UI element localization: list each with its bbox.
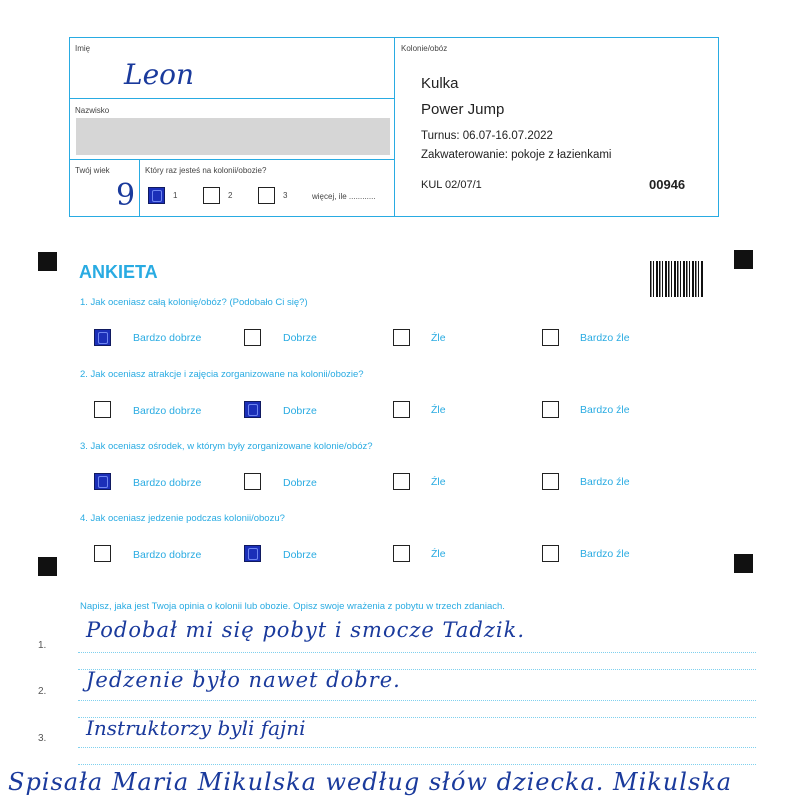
q2-dobrze-checkbox[interactable] [244,401,261,418]
redacted-last-name [76,118,390,155]
camp-code: KUL 02/07/1 [421,179,482,191]
option-label: Bardzo źle [580,548,630,560]
q2-zle-checkbox[interactable] [393,401,410,418]
camp-label: Kolonie/obóz [401,44,448,53]
accommodation: Zakwaterowanie: pokoje z łazienkami [421,149,612,161]
q3-dobrze-checkbox[interactable] [244,473,261,490]
first-name-label: Imię [75,44,91,53]
form-number: 00946 [649,177,686,192]
writing-line [78,652,756,653]
header-divider [394,37,395,217]
age-label: Twój wiek [75,166,110,175]
line-number: 1. [38,640,47,651]
opinion-line-3[interactable]: Instruktorzy byli fajni [86,716,306,740]
option-label: Bardzo dobrze [133,477,202,489]
first-name-value: Leon [124,58,195,91]
q3-bardzo-dobrze-checkbox[interactable] [94,473,111,490]
q2-bardzo-zle-checkbox[interactable] [542,401,559,418]
opinion-line-2[interactable]: Jedzenie było nawet dobre. [86,668,401,692]
turnus: Turnus: 06.07-16.07.2022 [421,130,553,142]
option-label: Dobrze [283,405,317,417]
q4-bardzo-zle-checkbox[interactable] [542,545,559,562]
q3-zle-checkbox[interactable] [393,473,410,490]
option-label: Bardzo źle [580,476,630,488]
times-option-label: 1 [173,191,178,200]
option-label: Źle [431,548,446,560]
times-more-label: więcej, ile ............ [312,192,376,201]
q1-zle-checkbox[interactable] [393,329,410,346]
registration-marker [734,250,753,269]
option-label: Źle [431,476,446,488]
question-4: 4. Jak oceniasz jedzenie podczas kolonii/obozu? [80,513,285,524]
option-label: Bardzo dobrze [133,405,202,417]
times-checkbox-1[interactable] [148,187,165,204]
question-1: 1. Jak oceniasz całą kolonię/obóz? (Podobało Ci się?) [80,297,308,308]
option-label: Dobrze [283,477,317,489]
survey-title: ANKIETA [79,262,158,282]
question-2: 2. Jak oceniasz atrakcje i zajęcia zorganizowane na kolonii/obozie? [80,369,364,380]
option-label: Źle [431,404,446,416]
q4-bardzo-dobrze-checkbox[interactable] [94,545,111,562]
registration-marker [734,554,753,573]
header-row-divider [69,98,395,99]
q3-bardzo-zle-checkbox[interactable] [542,473,559,490]
option-label: Dobrze [283,332,317,344]
barcode [650,261,704,297]
writing-line [78,700,756,701]
option-label: Bardzo dobrze [133,332,202,344]
times-checkbox-2[interactable] [203,187,220,204]
registration-marker [38,557,57,576]
age-value: 9 [116,178,136,213]
camp-name: Kulka [421,75,459,92]
writing-line [78,747,756,748]
camp-program: Power Jump [421,101,505,118]
opinion-prompt: Napisz, jaka jest Twoja opinia o kolonii lub obozie. Opisz swoje wrażenia z pobytu w trzech zdaniach. [80,601,505,612]
q1-bardzo-zle-checkbox[interactable] [542,329,559,346]
times-label: Który raz jesteś na kolonii/obozie? [145,166,267,175]
q1-dobrze-checkbox[interactable] [244,329,261,346]
age-divider [139,159,140,217]
q1-bardzo-dobrze-checkbox[interactable] [94,329,111,346]
registration-marker [38,252,57,271]
last-name-label: Nazwisko [75,106,110,115]
option-label: Bardzo źle [580,332,630,344]
question-3: 3. Jak oceniasz ośrodek, w którym były zorganizowane kolonie/obóz? [80,441,373,452]
header-row-divider [69,159,395,160]
q2-bardzo-dobrze-checkbox[interactable] [94,401,111,418]
writing-line [78,764,756,765]
option-label: Źle [431,332,446,344]
footer-handwritten-note: Spisała Maria Mikulska według słów dziecka. Mikulska [8,768,733,796]
line-number: 3. [38,733,47,744]
option-label: Bardzo źle [580,404,630,416]
option-label: Bardzo dobrze [133,549,202,561]
opinion-line-1[interactable]: Podobał mi się pobyt i smocze Tadzik. [86,618,526,642]
option-label: Dobrze [283,549,317,561]
times-option-label: 3 [283,191,288,200]
q4-zle-checkbox[interactable] [393,545,410,562]
q4-dobrze-checkbox[interactable] [244,545,261,562]
times-checkbox-3[interactable] [258,187,275,204]
line-number: 2. [38,686,47,697]
times-option-label: 2 [228,191,233,200]
